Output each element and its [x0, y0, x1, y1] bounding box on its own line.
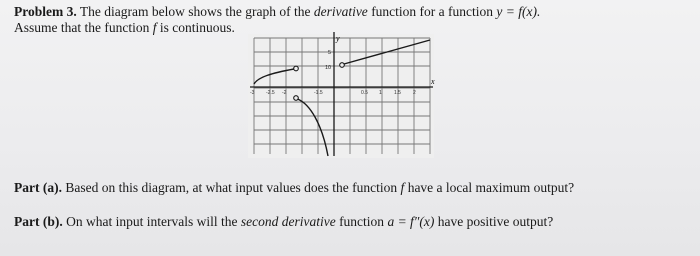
problem-text-1a: The diagram below shows the graph of the	[79, 4, 314, 19]
x-tick-label: 2	[413, 90, 416, 96]
part-a-question	[14, 180, 574, 196]
derivative-graph	[248, 28, 436, 158]
problem-math-f: f	[152, 20, 157, 35]
x-axis-label: x	[431, 77, 435, 86]
part-a-text-a: Based on this diagram, at what input values does the function	[65, 180, 401, 195]
problem-text-2b: is continuous.	[156, 20, 235, 35]
x-tick-label: 1.5	[394, 90, 401, 96]
y-tick-label: 5	[328, 50, 332, 56]
part-a-text-b: have a local maximum output?	[404, 180, 575, 195]
open-circle-upper-left	[294, 66, 299, 71]
y-axis-label: y	[336, 34, 340, 43]
x-tick-label: -3	[250, 90, 255, 96]
x-tick-label: 0.5	[361, 90, 368, 96]
problem-label: Problem 3.	[14, 4, 77, 19]
part-b-label: Part (b).	[14, 214, 63, 229]
x-tick-label: -2	[282, 90, 287, 96]
part-b-emphasis: second derivative	[240, 214, 336, 229]
x-tick-label: -2.5	[266, 90, 275, 96]
problem-text-1b: function for a function	[367, 4, 497, 19]
part-a-label: Part (a).	[14, 180, 62, 195]
open-circle-right	[340, 63, 345, 68]
x-tick-label: -1.5	[314, 90, 323, 96]
part-b-text-c: have positive output?	[434, 214, 554, 229]
part-b-text-b: function	[335, 214, 388, 229]
part-a-math-f: f	[400, 180, 405, 195]
part-b-text-a: On what input intervals will the	[66, 214, 241, 229]
part-b-math-second-derivative: a = f″(x)	[387, 214, 435, 229]
problem-line-2	[14, 20, 235, 36]
problem-text-emphasis: derivative	[313, 4, 368, 19]
graph-paper	[248, 34, 434, 158]
y-tick-label: 10	[325, 65, 332, 71]
part-b-question	[14, 214, 553, 230]
problem-line-1	[14, 4, 540, 20]
problem-math-y-equals-f: y = f(x).	[496, 4, 541, 19]
problem-text-2a: Assume that the function	[14, 20, 153, 35]
x-tick-label: 1	[379, 90, 382, 96]
